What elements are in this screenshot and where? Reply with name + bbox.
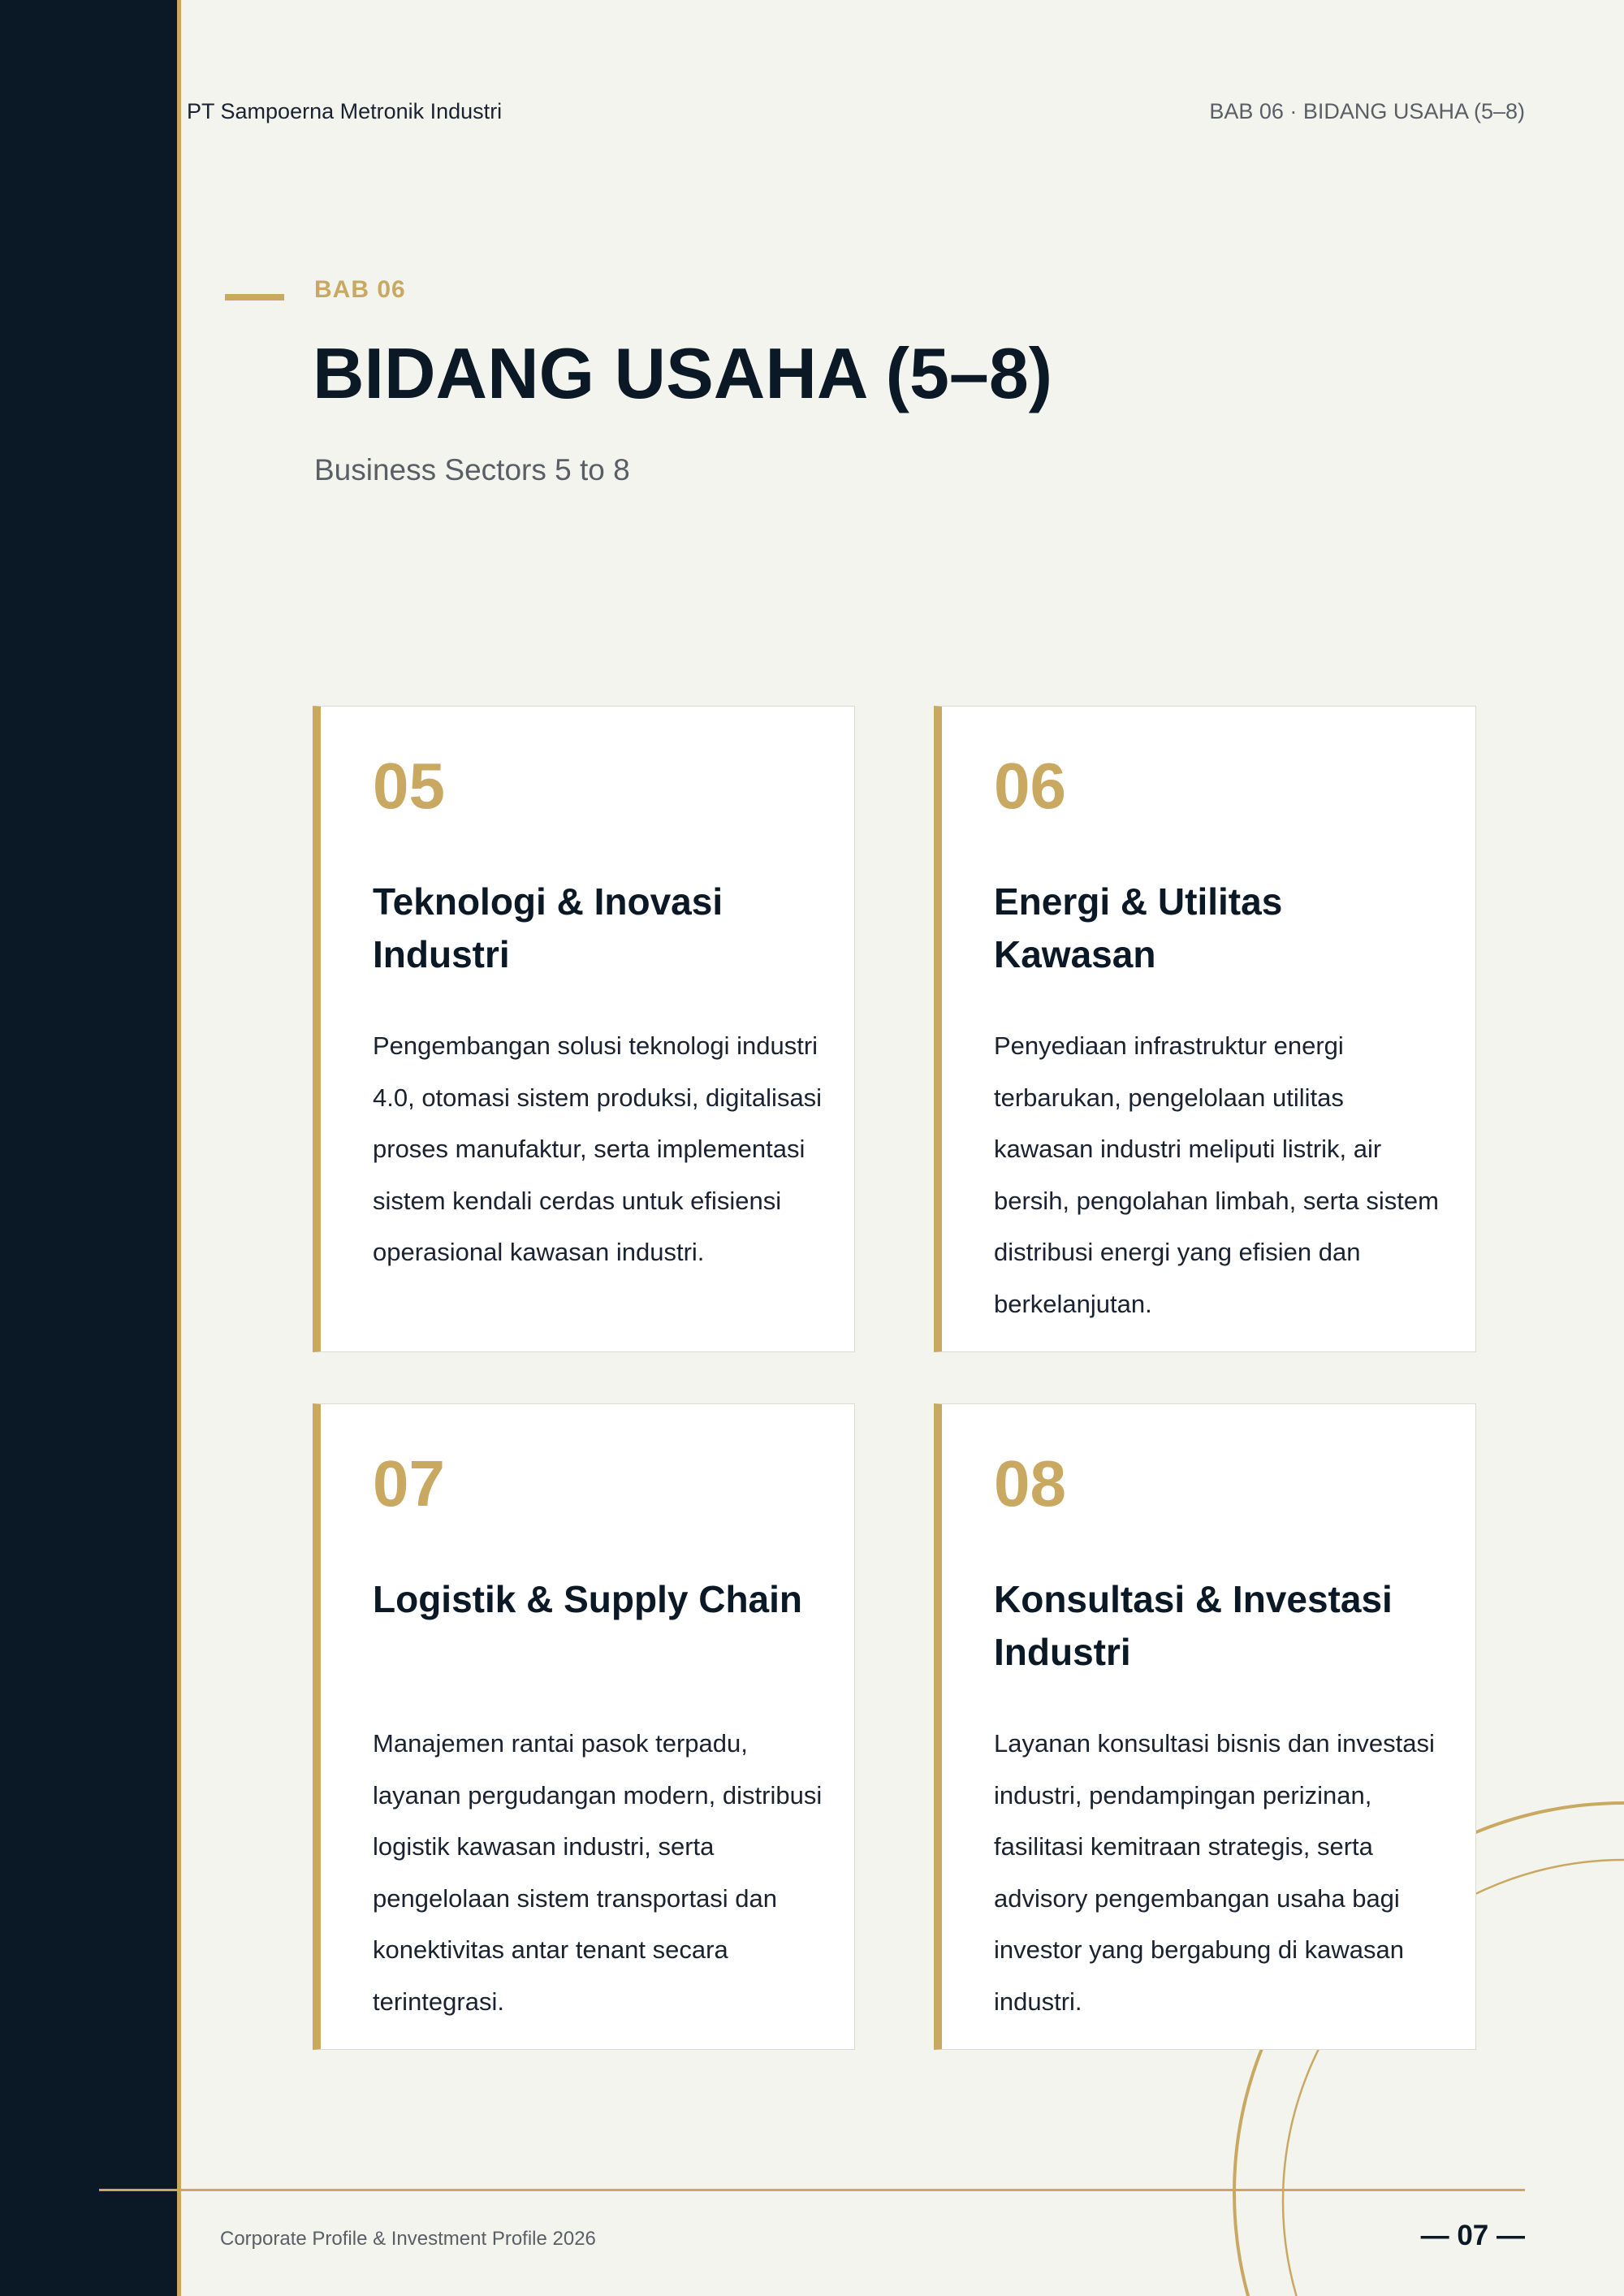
- footer-rule: [99, 2189, 1525, 2191]
- footer-page-number: — 07 —: [1420, 2220, 1525, 2251]
- sidebar-band: [0, 0, 177, 2296]
- page-title: BIDANG USAHA (5–8): [313, 333, 1053, 413]
- sector-card-06: [934, 706, 1476, 1352]
- header-chapter-ref: BAB 06 · BIDANG USAHA (5–8): [1209, 99, 1525, 123]
- sector-number: 06: [994, 750, 1066, 822]
- sector-description: Penyediaan infrastruktur energi terbarukan, pengelolaan utilitas kawasan industri meliputi listrik, air bersih, pengolahan limbah, serta sistem distribusi energi yang efisien dan berkelanjutan.: [994, 1031, 1439, 1318]
- sector-number: 08: [994, 1447, 1066, 1520]
- chapter-label: BAB 06: [314, 276, 406, 303]
- footer-publication: Corporate Profile & Investment Profile 2026: [220, 2228, 596, 2250]
- sector-description: Pengembangan solusi teknologi industri 4.0, otomasi sistem produksi, digitalisasi proses manufaktur, serta implementasi sistem kendali cerdas untuk efisiensi operasional kawasan industri.: [373, 1031, 823, 1266]
- sector-number: 07: [373, 1447, 445, 1520]
- sector-title: Teknologi & Inovasi Industri: [373, 880, 723, 975]
- page-subtitle: Business Sectors 5 to 8: [314, 453, 630, 486]
- sector-number: 05: [373, 750, 445, 822]
- header-company-name: PT Sampoerna Metronik Industri: [187, 99, 503, 123]
- sector-card-08: [934, 1403, 1476, 2050]
- sector-card-05: [313, 706, 855, 1352]
- sector-description: Manajemen rantai pasok terpadu, layanan pergudangan modern, distribusi logistik kawasan industri, serta pengelolaan sistem transportasi dan konektivitas antar tenant secara terintegrasi.: [373, 1729, 823, 2016]
- sector-title: Konsultasi & Investasi Industri: [994, 1578, 1393, 1673]
- sector-card-07: [313, 1403, 855, 2050]
- sidebar-gold-rule: [177, 0, 181, 2296]
- chapter-accent-bar: [225, 294, 284, 301]
- sector-description: Layanan konsultasi bisnis dan investasi industri, pendampingan perizinan, fasilitasi kemitraan strategis, serta advisory pengembangan usaha bagi investor yang bergabung di kawasan industri.: [994, 1729, 1435, 2016]
- sector-title: Energi & Utilitas Kawasan: [994, 880, 1283, 975]
- sector-title: Logistik & Supply Chain: [373, 1578, 803, 1620]
